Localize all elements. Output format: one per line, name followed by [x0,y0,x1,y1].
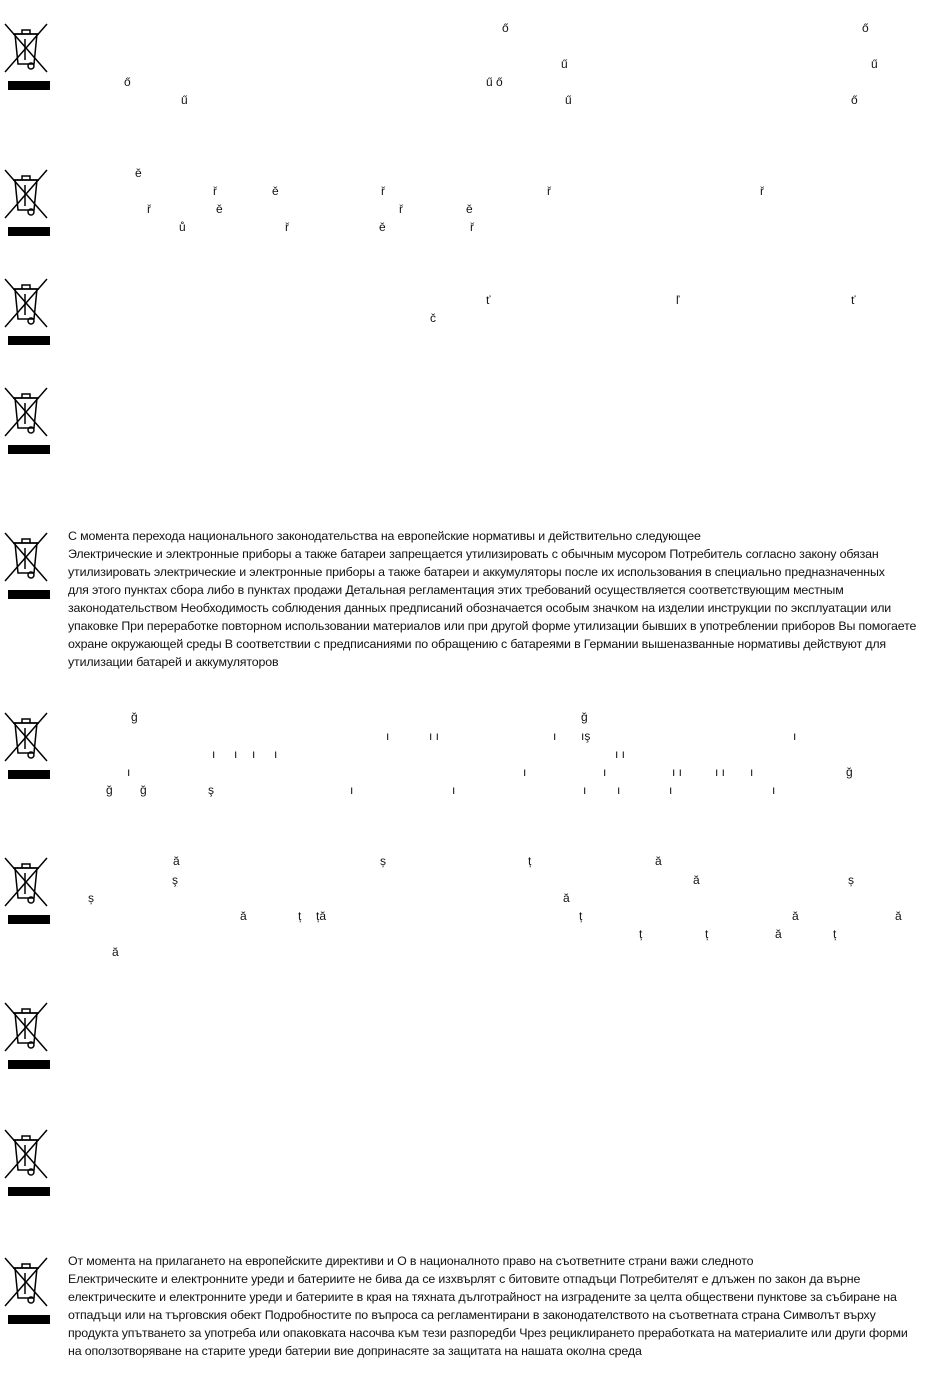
text-fragment: ț [528,854,532,868]
text-fragment: ı [127,765,131,779]
crossed-bin-icon [3,529,49,585]
text-line: упаковке При переработке повторном использовании материалов или при другой форме утилизации бывших в употреблении приборов Вы помогаете [68,619,917,633]
crossed-bin-icon [3,999,49,1055]
text-fragment: ř [213,184,217,198]
crossed-bin-icon [3,166,49,222]
text-fragment: ı ı [672,765,683,779]
text-fragment: ă [563,891,570,905]
text-fragment: ă [895,909,902,923]
text-fragment: ě [466,202,473,216]
text-fragment: ı [252,747,256,761]
text-fragment: ě [272,184,279,198]
text-line: утилизировать электрические и электронные приборы а также батареи и аккумуляторы после их использования в специально предназначенных [68,565,885,579]
text-fragment: ı [212,747,216,761]
crossed-bin-icon [3,1254,49,1310]
weee-symbol-10 [3,1254,49,1324]
text-fragment: ț [298,909,302,923]
text-fragment: ű [181,93,188,107]
text-fragment: ță [316,909,327,923]
text-fragment: ı [583,783,587,797]
text-line: утилизации батарей и аккумуляторов [68,655,279,669]
text-fragment: ı [274,747,278,761]
text-line: От момента на прилагането на европейските директиви и О в националното право на съответните страни важи следното [68,1254,754,1268]
text-fragment: ă [112,945,119,959]
text-fragment: ű [565,93,572,107]
text-fragment: ı ı [615,747,626,761]
weee-symbol-6 [3,709,49,779]
weee-symbol-8 [3,999,49,1069]
section-russian-text [68,527,946,671]
text-fragment: ő [862,21,869,35]
text-fragment: ı [772,783,776,797]
text-line: на оползотворяване на старите уреди батерии вие допринасяте за защитата на нашата околна среда [68,1344,642,1358]
text-fragment: ř [381,184,385,198]
text-fragment: ış [581,729,591,743]
text-fragment: ț [639,927,643,941]
text-fragment: ă [173,854,180,868]
text-fragment: ş [172,873,178,887]
text-line: законодательством Необходимость соблюдения данных предписаний обозначается особым значком на изделии инструкции по эксплуатации или [68,601,892,615]
text-fragment: ă [693,873,700,887]
text-fragment: ť [851,293,856,307]
text-line: С момента перехода национального законодательства на европейские нормативы и действительно следующее [68,529,701,543]
crossed-bin-icon [3,275,49,331]
text-fragment: ğ [106,783,113,797]
crossed-bin-icon [3,384,49,440]
weee-symbol-2 [3,166,49,236]
text-fragment: ľ [676,293,680,307]
text-fragment: ő [124,75,131,89]
text-fragment: ı [523,765,527,779]
crossed-bin-icon [3,854,49,910]
text-fragment: ș [380,854,386,868]
text-fragment: ı [386,729,390,743]
text-fragment: ř [285,220,289,234]
text-fragment: ű [871,57,878,71]
text-line: Электрические и электронные приборы а также батареи запрещается утилизировать с обычным мусором Потребитель согласно закону обязан [68,547,879,561]
text-fragment: ř [399,202,403,216]
text-fragment: ă [792,909,799,923]
text-fragment: ș [848,873,854,887]
text-fragment: ű ő [486,75,503,89]
text-fragment: ı [617,783,621,797]
crossed-bin-icon [3,1126,49,1182]
text-line: для этого пунктах сбора либо в пунктах продажи Детальная регламентация этих требований осуществляется соответствующим местным [68,583,844,597]
weee-symbol-9 [3,1126,49,1196]
weee-symbol-4 [3,384,49,454]
text-fragment: ı [750,765,754,779]
text-fragment: ă [655,854,662,868]
text-fragment: ě [135,166,142,180]
text-fragment: ă [775,927,782,941]
text-fragment: ě [379,220,386,234]
weee-symbol-3 [3,275,49,345]
weee-symbol-1 [3,20,49,90]
text-line: Електрическите и електронните уреди и батериите не бива да се изхвърлят с битовите отпадъци Потребителят е длъжен по закон да върне [68,1272,861,1286]
text-fragment: ř [147,202,151,216]
text-fragment: ı [234,747,238,761]
text-fragment: č [430,311,436,325]
text-fragment: ț [579,909,583,923]
text-line: продукта упътването за употреба или опаковката насочва към тези разпоредби Чрез рециклирането преработката на материалите или други форми [68,1326,908,1340]
weee-symbol-5 [3,529,49,599]
text-fragment: ğ [846,765,853,779]
section-bulgarian-text [68,1252,946,1360]
text-fragment: ș [88,891,94,905]
text-fragment: ř [547,184,551,198]
text-fragment: ť [486,293,491,307]
text-fragment: ă [240,909,247,923]
text-line: охране окружающей среды В соответствии с предписаниями по обращению с батареями в Германии вышеназванные нормативы действуют для [68,637,886,651]
text-line: електрическите и електронните уреди и батериите в края на тяхната дълготрайност на изградените за целта обществени пунктове за събиране на [68,1290,897,1304]
text-fragment: ğ [140,783,147,797]
text-fragment: ř [760,184,764,198]
text-fragment: ı [350,783,354,797]
text-fragment: ț [705,927,709,941]
text-fragment: ő [851,93,858,107]
text-fragment: ğ [581,710,588,724]
text-fragment: ő [502,21,509,35]
text-fragment: ů [179,220,186,234]
text-fragment: ı [793,729,797,743]
weee-symbol-7 [3,854,49,924]
text-fragment: ě [216,202,223,216]
text-fragment: ş [208,783,214,797]
text-fragment: ř [470,220,474,234]
text-fragment: ğ [131,710,138,724]
text-fragment: ı [669,783,673,797]
text-fragment: ț [833,927,837,941]
text-fragment: ı [553,729,557,743]
text-fragment: ű [561,57,568,71]
crossed-bin-icon [3,20,49,76]
text-fragment: ı ı [715,765,726,779]
crossed-bin-icon [3,709,49,765]
text-fragment: ı [603,765,607,779]
text-fragment: ı [452,783,456,797]
text-fragment: ı ı [429,729,440,743]
text-line: отпадъци или на търговския обект Подробностите по въпроса са регламентирани в законодателството на съответната страна Символът върху [68,1308,876,1322]
